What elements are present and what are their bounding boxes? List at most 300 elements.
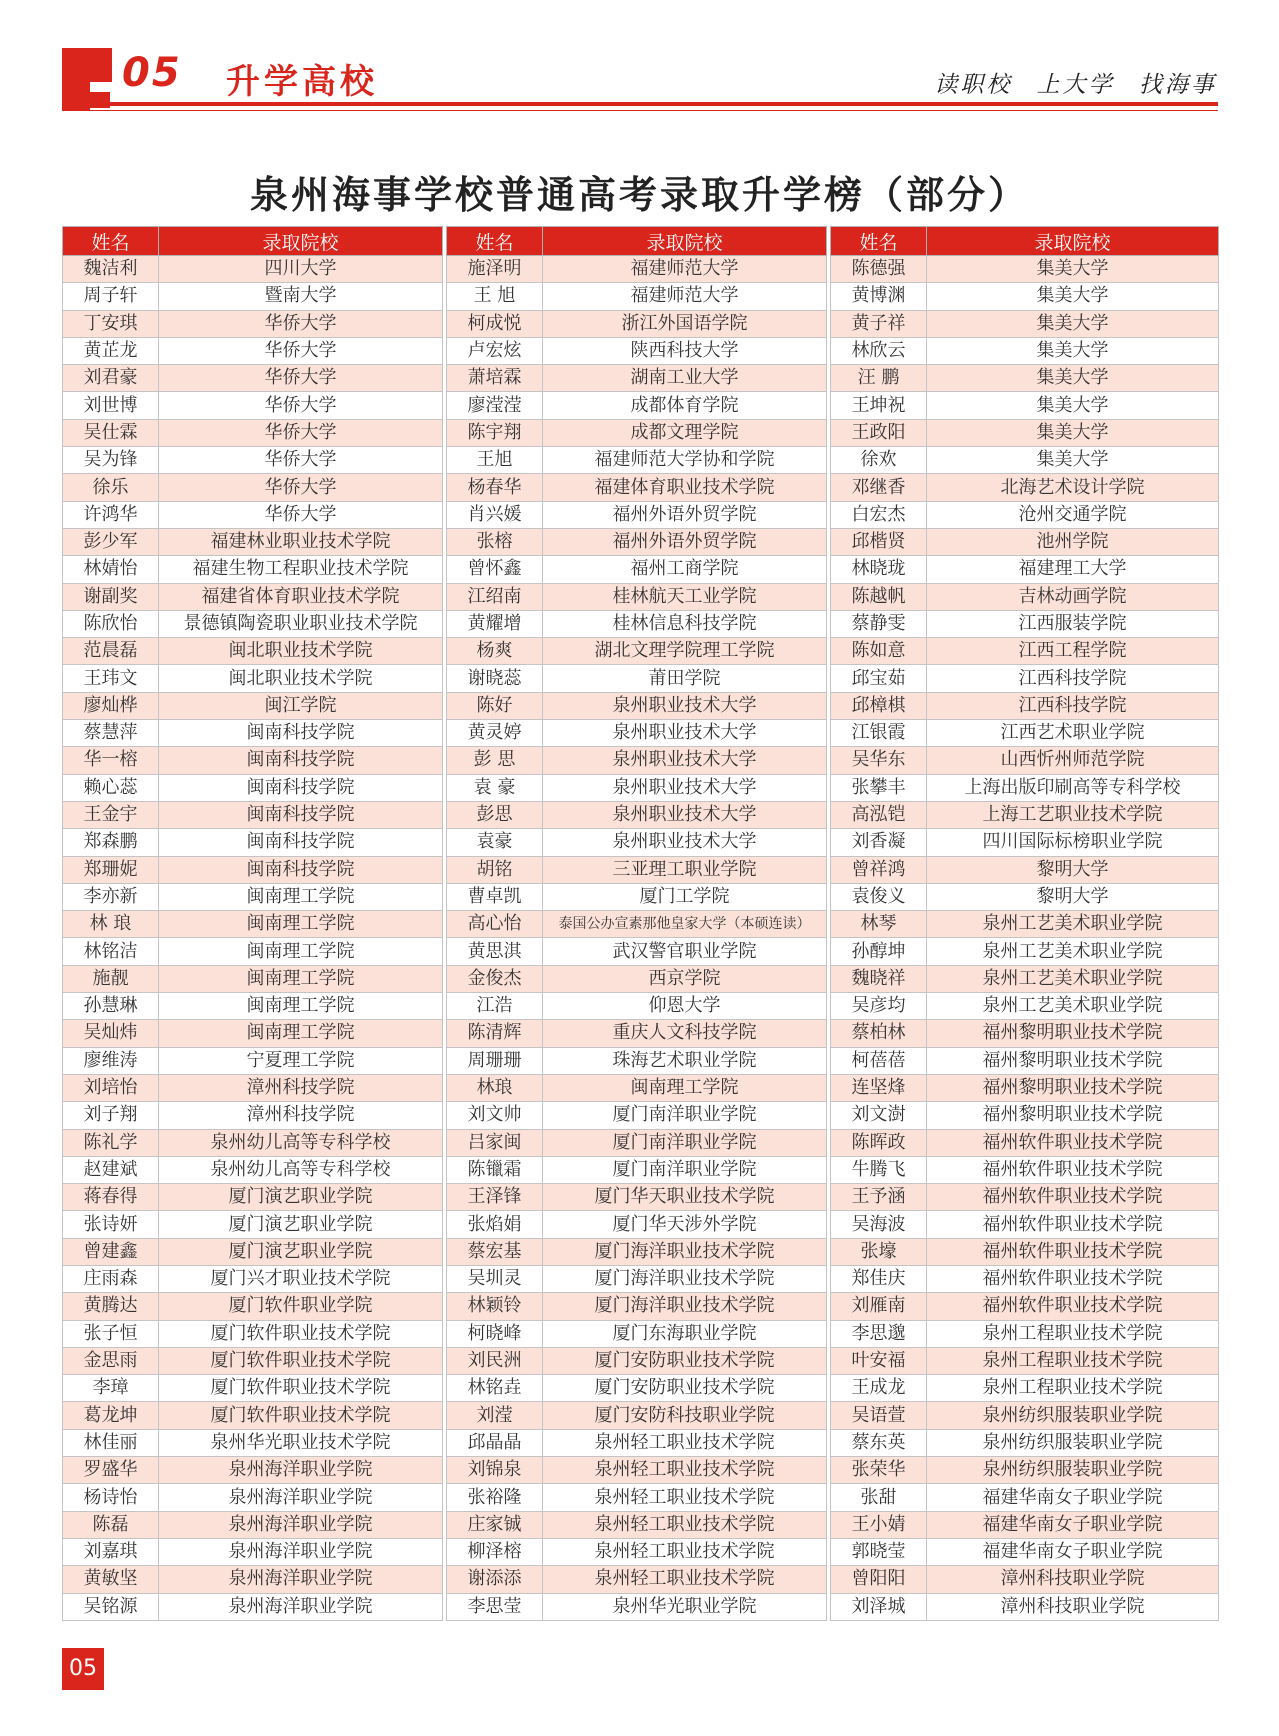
table-row (831, 1293, 1219, 1320)
table-row (447, 583, 827, 610)
student-name: 张荣华 (831, 1457, 927, 1484)
table-row (63, 556, 443, 583)
admitted-school: 福州软件职业技术学院 (927, 1238, 1219, 1265)
table-row (447, 556, 827, 583)
admitted-school: 福州软件职业技术学院 (927, 1293, 1219, 1320)
table-row (447, 938, 827, 965)
admitted-school: 泉州职业技术大学 (543, 720, 827, 747)
admitted-school: 泉州轻工职业技术学院 (543, 1457, 827, 1484)
table-row (831, 829, 1219, 856)
table-row (63, 720, 443, 747)
table-row (63, 283, 443, 310)
admitted-school: 闽南理工学院 (159, 911, 443, 938)
student-name: 刘泽城 (831, 1593, 927, 1620)
table-row (63, 638, 443, 665)
admitted-school: 厦门安防职业技术学院 (543, 1375, 827, 1402)
student-name: 吴语萱 (831, 1402, 927, 1429)
table-row (447, 1020, 827, 1047)
table-row (447, 337, 827, 364)
table-row (447, 720, 827, 747)
student-name: 张攀丰 (831, 774, 927, 801)
admitted-school: 陕西科技大学 (543, 337, 827, 364)
admitted-school: 厦门华天职业技术学院 (543, 1184, 827, 1211)
table-row (831, 1566, 1219, 1593)
table-row (63, 993, 443, 1020)
student-name: 刘民洲 (447, 1347, 543, 1374)
table-row (447, 1402, 827, 1429)
admitted-school: 浙江外国语学院 (543, 310, 827, 337)
student-name: 林晓珑 (831, 556, 927, 583)
student-name: 赵建斌 (63, 1156, 159, 1183)
admitted-school: 泉州纺织服装职业学院 (927, 1429, 1219, 1456)
admitted-school: 闽江学院 (159, 692, 443, 719)
admitted-school: 江西工程学院 (927, 638, 1219, 665)
student-name: 陈宇翔 (447, 419, 543, 446)
student-name: 郭晓莹 (831, 1538, 927, 1565)
table-row (831, 938, 1219, 965)
admitted-school: 闽南科技学院 (159, 747, 443, 774)
admitted-school: 泉州工程职业技术学院 (927, 1320, 1219, 1347)
admitted-school: 泉州华光职业学院 (543, 1593, 827, 1620)
student-name: 蔡柏林 (831, 1020, 927, 1047)
admitted-school: 泰国公办宣素那他皇家大学（本硕连读） (543, 911, 827, 938)
table-row (831, 665, 1219, 692)
admitted-school: 泉州职业技术大学 (543, 747, 827, 774)
student-name: 王玮文 (63, 665, 159, 692)
student-name: 林婧怡 (63, 556, 159, 583)
student-name: 刘文帅 (447, 1102, 543, 1129)
table-row (63, 856, 443, 883)
admitted-school: 泉州工艺美术职业学院 (927, 938, 1219, 965)
table-row (63, 419, 443, 446)
student-name: 袁俊义 (831, 883, 927, 910)
student-name: 陈清辉 (447, 1020, 543, 1047)
student-name: 王予涵 (831, 1184, 927, 1211)
admitted-school: 泉州海洋职业学院 (159, 1593, 443, 1620)
table-row (447, 1265, 827, 1292)
table-row (447, 1047, 827, 1074)
student-name: 张榕 (447, 528, 543, 555)
admitted-school: 漳州科技学院 (159, 1074, 443, 1101)
student-name: 连坚烽 (831, 1074, 927, 1101)
student-name: 庄家铖 (447, 1511, 543, 1538)
student-name: 刘子翔 (63, 1102, 159, 1129)
admitted-school: 集美大学 (927, 337, 1219, 364)
table-row (831, 283, 1219, 310)
admitted-school: 暨南大学 (159, 283, 443, 310)
table-row (831, 1484, 1219, 1511)
name-header: 姓名 (63, 227, 159, 256)
header-divider-thin (62, 110, 1218, 111)
table-row (831, 256, 1219, 283)
admitted-school: 漳州科技职业学院 (927, 1566, 1219, 1593)
admitted-school: 江西服装学院 (927, 610, 1219, 637)
admitted-school: 闽南科技学院 (159, 829, 443, 856)
header-slogan: 读职校 上大学 找海事 (934, 72, 1217, 98)
school-header: 录取院校 (927, 227, 1219, 256)
student-name: 林颖铃 (447, 1293, 543, 1320)
table-row (447, 1238, 827, 1265)
student-name: 彭 思 (447, 747, 543, 774)
table-row (63, 911, 443, 938)
admitted-school: 华侨大学 (159, 365, 443, 392)
table-row (63, 1484, 443, 1511)
table-row (63, 528, 443, 555)
admitted-school: 闽南科技学院 (159, 801, 443, 828)
student-name: 柯成悦 (447, 310, 543, 337)
table-row (63, 1265, 443, 1292)
table-row (447, 1484, 827, 1511)
table-row (447, 365, 827, 392)
student-name: 袁 豪 (447, 774, 543, 801)
admission-table-1 (62, 226, 443, 1621)
admitted-school: 厦门软件职业技术学院 (159, 1375, 443, 1402)
table-row (831, 583, 1219, 610)
table-row (447, 1211, 827, 1238)
student-name: 邱樟棋 (831, 692, 927, 719)
table-row (831, 1129, 1219, 1156)
table-row (63, 337, 443, 364)
table-row (63, 665, 443, 692)
table-row (447, 692, 827, 719)
student-name: 黄博渊 (831, 283, 927, 310)
student-name: 王旭 (447, 447, 543, 474)
student-name: 刘世博 (63, 392, 159, 419)
admitted-school: 莆田学院 (543, 665, 827, 692)
table-row (63, 474, 443, 501)
student-name: 吴彦均 (831, 993, 927, 1020)
table-row (447, 1293, 827, 1320)
admitted-school: 集美大学 (927, 256, 1219, 283)
student-name: 刘培怡 (63, 1074, 159, 1101)
table-row (447, 1538, 827, 1565)
table-row (831, 501, 1219, 528)
student-name: 黄思淇 (447, 938, 543, 965)
table-row (63, 1375, 443, 1402)
student-name: 黄腾达 (63, 1293, 159, 1320)
student-name: 吴为锋 (63, 447, 159, 474)
student-name: 孙醇坤 (831, 938, 927, 965)
student-name: 陈德强 (831, 256, 927, 283)
table-row (63, 1102, 443, 1129)
student-name: 刘雁南 (831, 1293, 927, 1320)
table-row (63, 1211, 443, 1238)
admitted-school: 华侨大学 (159, 447, 443, 474)
table-row (447, 474, 827, 501)
student-name: 王金宇 (63, 801, 159, 828)
admitted-school: 泉州工艺美术职业学院 (927, 965, 1219, 992)
admitted-school: 福州黎明职业技术学院 (927, 1047, 1219, 1074)
table-row (831, 692, 1219, 719)
table-row (63, 1566, 443, 1593)
student-name: 许鸿华 (63, 501, 159, 528)
table-row (831, 1074, 1219, 1101)
admitted-school: 福建省体育职业技术学院 (159, 583, 443, 610)
table-row (63, 1347, 443, 1374)
table-row (831, 1102, 1219, 1129)
student-name: 陈如意 (831, 638, 927, 665)
admitted-school: 厦门南洋职业学院 (543, 1129, 827, 1156)
student-name: 廖滢滢 (447, 392, 543, 419)
table-row (447, 774, 827, 801)
student-name: 柯晓峰 (447, 1320, 543, 1347)
table-row (447, 911, 827, 938)
admitted-school: 福建体育职业技术学院 (543, 474, 827, 501)
admitted-school: 泉州职业技术大学 (543, 829, 827, 856)
student-name: 孙慧琳 (63, 993, 159, 1020)
admitted-school: 泉州海洋职业学院 (159, 1538, 443, 1565)
table-row (63, 692, 443, 719)
admitted-school: 漳州科技学院 (159, 1102, 443, 1129)
student-name: 魏晓祥 (831, 965, 927, 992)
admitted-school: 厦门软件职业学院 (159, 1293, 443, 1320)
admitted-school: 福州黎明职业技术学院 (927, 1074, 1219, 1101)
student-name: 杨诗怡 (63, 1484, 159, 1511)
admitted-school: 厦门海洋职业技术学院 (543, 1293, 827, 1320)
student-name: 吴华东 (831, 747, 927, 774)
table-row (447, 1457, 827, 1484)
student-name: 柯蓓蓓 (831, 1047, 927, 1074)
student-name: 王坤祝 (831, 392, 927, 419)
admitted-school: 四川大学 (159, 256, 443, 283)
table-row (63, 747, 443, 774)
admitted-school: 泉州工程职业技术学院 (927, 1347, 1219, 1374)
student-name: 林铭垚 (447, 1375, 543, 1402)
table-row (831, 638, 1219, 665)
table-row (831, 337, 1219, 364)
admitted-school: 厦门软件职业技术学院 (159, 1320, 443, 1347)
table-row (447, 256, 827, 283)
table-row (63, 1402, 443, 1429)
student-name: 黄灵婷 (447, 720, 543, 747)
student-name: 徐乐 (63, 474, 159, 501)
school-header: 录取院校 (159, 227, 443, 256)
table-row (831, 774, 1219, 801)
table-row (831, 447, 1219, 474)
admitted-school: 闽南理工学院 (159, 883, 443, 910)
admitted-school: 闽南理工学院 (159, 965, 443, 992)
admitted-school: 厦门演艺职业学院 (159, 1211, 443, 1238)
admitted-school: 福建生物工程职业技术学院 (159, 556, 443, 583)
student-name: 肖兴媛 (447, 501, 543, 528)
student-name: 吴灿炜 (63, 1020, 159, 1047)
table-row (831, 883, 1219, 910)
table-row (831, 310, 1219, 337)
table-row (447, 392, 827, 419)
student-name: 刘嘉琪 (63, 1538, 159, 1565)
student-name: 蔡慧萍 (63, 720, 159, 747)
table-row (447, 610, 827, 637)
student-name: 江银霞 (831, 720, 927, 747)
admitted-school: 集美大学 (927, 365, 1219, 392)
name-header: 姓名 (831, 227, 927, 256)
admission-table-2 (446, 226, 827, 1621)
admitted-school: 武汉警官职业学院 (543, 938, 827, 965)
table-row (63, 801, 443, 828)
table-row (831, 610, 1219, 637)
admitted-school: 厦门安防职业技术学院 (543, 1347, 827, 1374)
admitted-school: 重庆人文科技学院 (543, 1020, 827, 1047)
student-name: 施泽明 (447, 256, 543, 283)
student-name: 陈越帆 (831, 583, 927, 610)
admitted-school: 厦门软件职业技术学院 (159, 1347, 443, 1374)
admitted-school: 泉州轻工职业技术学院 (543, 1566, 827, 1593)
admitted-school: 厦门演艺职业学院 (159, 1238, 443, 1265)
student-name: 陈镴霜 (447, 1156, 543, 1183)
table-row (447, 1375, 827, 1402)
table-row (831, 720, 1219, 747)
table-row (447, 447, 827, 474)
admitted-school: 黎明大学 (927, 883, 1219, 910)
table-row (63, 501, 443, 528)
student-name: 葛龙坤 (63, 1402, 159, 1429)
table-row (831, 911, 1219, 938)
table-row (831, 1375, 1219, 1402)
table-row (63, 610, 443, 637)
admitted-school: 泉州工艺美术职业学院 (927, 993, 1219, 1020)
table-row (831, 1184, 1219, 1211)
table-row (447, 993, 827, 1020)
student-name: 周珊珊 (447, 1047, 543, 1074)
student-name: 林欣云 (831, 337, 927, 364)
admitted-school: 福州软件职业技术学院 (927, 1265, 1219, 1292)
admitted-school: 福建师范大学 (543, 283, 827, 310)
student-name: 黄子祥 (831, 310, 927, 337)
table-row (831, 1320, 1219, 1347)
student-name: 刘文澍 (831, 1102, 927, 1129)
admitted-school: 福州软件职业技术学院 (927, 1184, 1219, 1211)
admitted-school: 华侨大学 (159, 310, 443, 337)
student-name: 谢晓蕊 (447, 665, 543, 692)
student-name: 彭少军 (63, 528, 159, 555)
admitted-school: 西京学院 (543, 965, 827, 992)
admitted-school: 闽北职业技术学院 (159, 665, 443, 692)
admitted-school: 泉州幼儿高等专科学校 (159, 1129, 443, 1156)
table-row (831, 993, 1219, 1020)
admitted-school: 福州软件职业技术学院 (927, 1129, 1219, 1156)
student-name: 谢副奖 (63, 583, 159, 610)
student-name: 蒋春得 (63, 1184, 159, 1211)
admitted-school: 闽南理工学院 (159, 1020, 443, 1047)
admitted-school: 福建华南女子职业学院 (927, 1511, 1219, 1538)
student-name: 曾怀鑫 (447, 556, 543, 583)
student-name: 刘滢 (447, 1402, 543, 1429)
student-name: 林佳丽 (63, 1429, 159, 1456)
admitted-school: 四川国际标榜职业学院 (927, 829, 1219, 856)
admitted-school: 北海艺术设计学院 (927, 474, 1219, 501)
admitted-school: 华侨大学 (159, 474, 443, 501)
table-row (447, 310, 827, 337)
admitted-school: 黎明大学 (927, 856, 1219, 883)
student-name: 张焰娟 (447, 1211, 543, 1238)
table-row (831, 1511, 1219, 1538)
student-name: 李思莹 (447, 1593, 543, 1620)
admitted-school: 闽南理工学院 (159, 993, 443, 1020)
student-name: 魏洁利 (63, 256, 159, 283)
student-name: 刘君豪 (63, 365, 159, 392)
student-name: 曾祥鸿 (831, 856, 927, 883)
student-name: 林 琅 (63, 911, 159, 938)
admitted-school: 桂林信息科技学院 (543, 610, 827, 637)
table-row (63, 1184, 443, 1211)
admitted-school: 闽南理工学院 (543, 1074, 827, 1101)
section-number: 05 (122, 50, 182, 96)
student-name: 曹卓凯 (447, 883, 543, 910)
admitted-school: 集美大学 (927, 283, 1219, 310)
admitted-school: 集美大学 (927, 419, 1219, 446)
admitted-school: 福州黎明职业技术学院 (927, 1020, 1219, 1047)
table-row (831, 474, 1219, 501)
admitted-school: 泉州工程职业技术学院 (927, 1375, 1219, 1402)
admitted-school: 仰恩大学 (543, 993, 827, 1020)
admitted-school: 江西艺术职业学院 (927, 720, 1219, 747)
table-row (831, 1265, 1219, 1292)
admitted-school: 福州软件职业技术学院 (927, 1156, 1219, 1183)
student-name: 吴铭源 (63, 1593, 159, 1620)
table-row (63, 1593, 443, 1620)
admitted-school: 厦门兴才职业技术学院 (159, 1265, 443, 1292)
student-name: 卢宏炫 (447, 337, 543, 364)
student-name: 金思雨 (63, 1347, 159, 1374)
admitted-school: 漳州科技职业学院 (927, 1593, 1219, 1620)
table-row (447, 1102, 827, 1129)
admitted-school: 集美大学 (927, 447, 1219, 474)
table-row (63, 392, 443, 419)
table-row (447, 419, 827, 446)
student-name: 江浩 (447, 993, 543, 1020)
table-row (63, 1457, 443, 1484)
admitted-school: 厦门海洋职业技术学院 (543, 1238, 827, 1265)
student-name: 范晨磊 (63, 638, 159, 665)
admitted-school: 山西忻州师范学院 (927, 747, 1219, 774)
admitted-school: 闽南科技学院 (159, 720, 443, 747)
admitted-school: 泉州华光职业技术学院 (159, 1429, 443, 1456)
admitted-school: 上海工艺职业技术学院 (927, 801, 1219, 828)
student-name: 邱晶晶 (447, 1429, 543, 1456)
student-name: 曾阳阳 (831, 1566, 927, 1593)
student-name: 罗盛华 (63, 1457, 159, 1484)
admitted-school: 福建华南女子职业学院 (927, 1538, 1219, 1565)
student-name: 曾建鑫 (63, 1238, 159, 1265)
table-row (63, 256, 443, 283)
table-row (447, 965, 827, 992)
table-row (831, 1402, 1219, 1429)
table-row (63, 583, 443, 610)
table-row (831, 1156, 1219, 1183)
admitted-school: 沧州交通学院 (927, 501, 1219, 528)
student-name: 吴海波 (831, 1211, 927, 1238)
admitted-school: 桂林航天工业学院 (543, 583, 827, 610)
table-row (447, 638, 827, 665)
admitted-school: 厦门华天涉外学院 (543, 1211, 827, 1238)
admitted-school: 福州黎明职业技术学院 (927, 1102, 1219, 1129)
table-row (447, 1320, 827, 1347)
student-name: 吴圳灵 (447, 1265, 543, 1292)
student-name: 丁安琪 (63, 310, 159, 337)
admitted-school: 福州工商学院 (543, 556, 827, 583)
table-row (831, 556, 1219, 583)
student-name: 高心怡 (447, 911, 543, 938)
student-name: 袁豪 (447, 829, 543, 856)
student-name: 叶安福 (831, 1347, 927, 1374)
admitted-school: 珠海艺术职业学院 (543, 1047, 827, 1074)
student-name: 刘香凝 (831, 829, 927, 856)
table-row (447, 665, 827, 692)
admitted-school: 泉州海洋职业学院 (159, 1566, 443, 1593)
table-row (447, 1156, 827, 1183)
admitted-school: 泉州轻工职业技术学院 (543, 1511, 827, 1538)
admitted-school: 福建林业职业技术学院 (159, 528, 443, 555)
